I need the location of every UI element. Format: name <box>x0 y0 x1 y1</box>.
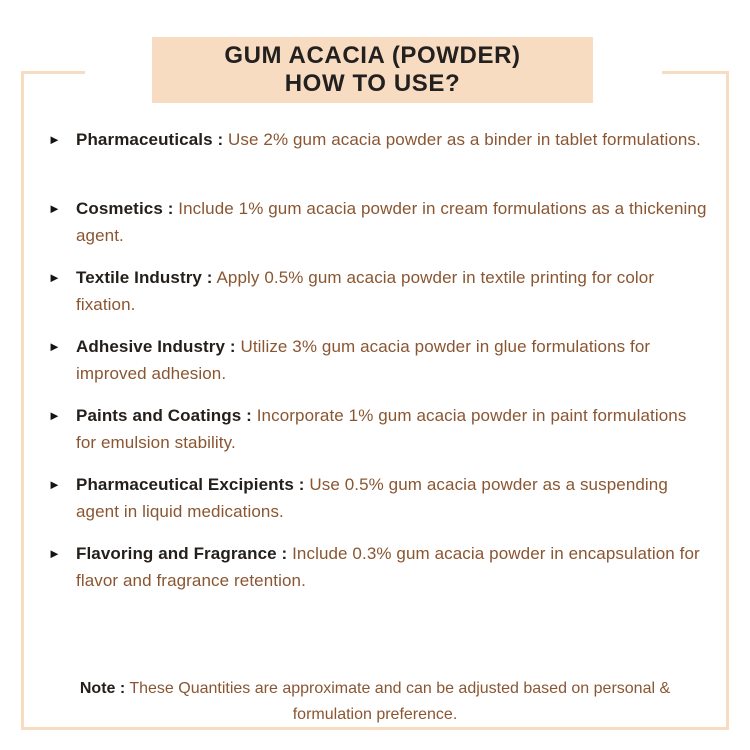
arrow-bullet-icon: ► <box>48 408 61 423</box>
item-description: Incorporate 1% gum acacia powder in paint formulations for emulsion stability. <box>76 406 687 452</box>
list-item-text <box>76 126 708 153</box>
frame-top-left-segment <box>21 71 85 74</box>
note <box>60 676 690 728</box>
arrow-bullet-icon: ► <box>48 477 61 492</box>
item-label: Textile Industry : <box>76 268 213 287</box>
arrow-bullet-icon: ► <box>48 270 61 285</box>
list-item-text <box>76 471 708 525</box>
item-label: Pharmaceuticals : <box>76 130 224 149</box>
item-description: Include 0.3% gum acacia powder in encapsulation for flavor and fragrance retention. <box>76 544 700 590</box>
list-item-pharmaceutical-excipients <box>48 471 708 525</box>
item-label: Cosmetics : <box>76 199 174 218</box>
arrow-bullet-icon: ► <box>48 201 61 216</box>
frame-right-border <box>726 71 729 730</box>
page-title-line1: GUM ACACIA (POWDER) <box>224 42 521 69</box>
list-item-adhesive-industry <box>48 333 708 387</box>
list-item-text <box>76 540 708 594</box>
list-item-paints-and-coatings <box>48 402 708 456</box>
page-title-line2: HOW TO USE? <box>284 70 461 97</box>
item-label: Pharmaceutical Excipients : <box>76 475 305 494</box>
list-item-pharmaceuticals <box>48 126 708 180</box>
arrow-bullet-icon: ► <box>48 339 61 354</box>
item-label: Adhesive Industry : <box>76 337 236 356</box>
list-item-cosmetics <box>48 195 708 249</box>
note-label: Note : <box>79 680 126 697</box>
list-item-flavoring-and-fragrance <box>48 540 708 594</box>
frame-left-border <box>21 71 24 730</box>
list-item-text <box>76 333 708 387</box>
item-description: Utilize 3% gum acacia powder in glue formulations for improved adhesion. <box>76 337 651 383</box>
item-description: Use 2% gum acacia powder as a binder in tablet formulations. <box>228 130 701 149</box>
list-item-text <box>76 402 708 456</box>
item-description: Use 0.5% gum acacia powder as a suspending agent in liquid medications. <box>76 475 668 521</box>
arrow-bullet-icon: ► <box>48 132 61 147</box>
note-text: These Quantities are approximate and can be adjusted based on personal & formulation preference. <box>129 680 671 723</box>
title-banner <box>152 37 593 103</box>
item-description: Include 1% gum acacia powder in cream formulations as a thickening agent. <box>76 199 707 245</box>
item-label: Paints and Coatings : <box>76 406 252 425</box>
item-label: Flavoring and Fragrance : <box>76 544 288 563</box>
list-item-text <box>76 264 708 318</box>
frame-top-right-segment <box>662 71 729 74</box>
arrow-bullet-icon: ► <box>48 546 61 561</box>
list-item-text <box>76 195 708 249</box>
item-description: Apply 0.5% gum acacia powder in textile printing for color fixation. <box>76 268 655 314</box>
usage-list <box>48 126 708 609</box>
list-item-textile-industry <box>48 264 708 318</box>
